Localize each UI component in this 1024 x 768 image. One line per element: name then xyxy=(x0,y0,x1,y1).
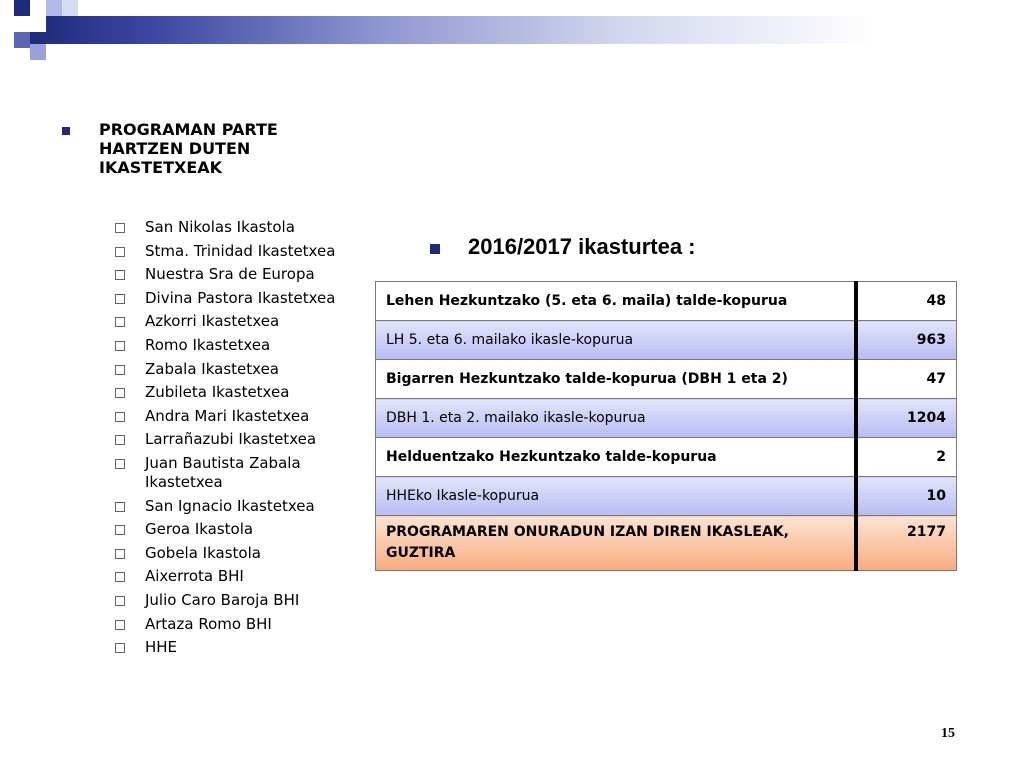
school-name: Stma. Trinidad Ikastetxea xyxy=(145,241,336,260)
school-name: Aixerrota BHI xyxy=(145,567,244,586)
school-list-item xyxy=(115,407,365,426)
row-label: DBH 1. eta 2. mailako ikasle-kopurua xyxy=(376,399,857,438)
deco-square xyxy=(30,44,46,60)
school-list-item xyxy=(115,544,365,563)
school-name: Zabala Ikastetxea xyxy=(145,359,279,378)
school-name: Romo Ikastetxea xyxy=(145,335,271,354)
hollow-square-bullet-icon xyxy=(115,502,125,512)
row-value: 963 xyxy=(856,321,957,360)
school-list-item xyxy=(115,591,365,610)
school-list-item xyxy=(115,312,365,331)
deco-square xyxy=(62,0,78,16)
school-list-item xyxy=(115,242,365,261)
hollow-square-bullet-icon xyxy=(115,525,125,535)
hollow-square-bullet-icon xyxy=(115,223,125,233)
hollow-square-bullet-icon xyxy=(115,435,125,445)
school-list-item xyxy=(115,265,365,284)
school-list-item xyxy=(115,497,365,516)
deco-square xyxy=(14,0,30,16)
square-bullet-icon xyxy=(62,127,70,135)
deco-square xyxy=(30,16,46,32)
row-label: LH 5. eta 6. mailako ikasle-kopurua xyxy=(376,321,857,360)
hollow-square-bullet-icon xyxy=(115,620,125,630)
row-value: 10 xyxy=(856,477,957,516)
row-label: Bigarren Hezkuntzako talde-kopurua (DBH 1 eta 2) xyxy=(376,360,857,399)
deco-square xyxy=(14,32,30,48)
school-name: Julio Caro Baroja BHI xyxy=(145,590,300,609)
page-number: 15 xyxy=(941,726,955,741)
school-name: Nuestra Sra de Europa xyxy=(145,265,315,284)
school-name: Geroa Ikastola xyxy=(145,520,254,539)
deco-square xyxy=(46,0,62,16)
hollow-square-bullet-icon xyxy=(115,572,125,582)
school-list-item xyxy=(115,289,365,308)
school-list-item xyxy=(115,360,365,379)
school-name: Andra Mari Ikastetxea xyxy=(145,406,310,425)
school-name: San Ignacio Ikastetxea xyxy=(145,496,315,515)
hollow-square-bullet-icon xyxy=(115,596,125,606)
school-name: San Nikolas Ikastola xyxy=(145,218,295,236)
school-list-item xyxy=(115,218,365,237)
hollow-square-bullet-icon xyxy=(115,270,125,280)
school-list-item xyxy=(115,383,365,402)
school-name: Azkorri Ikastetxea xyxy=(145,312,280,331)
hollow-square-bullet-icon xyxy=(115,412,125,422)
table-row xyxy=(376,438,957,477)
school-list-item xyxy=(115,430,365,449)
year-heading: 2016/2017 ikasturtea : xyxy=(468,234,696,259)
row-value: 47 xyxy=(856,360,957,399)
hollow-square-bullet-icon xyxy=(115,317,125,327)
table-row xyxy=(376,399,957,438)
table-row xyxy=(376,282,957,321)
row-value: 2 xyxy=(856,438,957,477)
title-decoration-bar xyxy=(0,0,1024,48)
school-list-item xyxy=(115,638,365,657)
stats-table xyxy=(375,281,957,571)
hollow-square-bullet-icon xyxy=(115,341,125,351)
table-row xyxy=(376,516,957,571)
school-name: Larrañazubi Ikastetxea xyxy=(145,430,317,449)
square-bullet-icon xyxy=(430,244,440,254)
row-label: Lehen Hezkuntzako (5. eta 6. maila) talde-kopurua xyxy=(376,282,857,321)
school-name: HHE xyxy=(145,638,178,657)
row-value: 48 xyxy=(856,282,957,321)
hollow-square-bullet-icon xyxy=(115,247,125,257)
hollow-square-bullet-icon xyxy=(115,294,125,304)
school-list-item xyxy=(115,615,365,634)
school-name: Gobela Ikastola xyxy=(145,543,261,562)
school-list-item xyxy=(115,520,365,539)
school-name: Artaza Romo BHI xyxy=(145,614,272,633)
hollow-square-bullet-icon xyxy=(115,388,125,398)
school-list-item xyxy=(115,567,365,586)
hollow-square-bullet-icon xyxy=(115,549,125,559)
row-label: PROGRAMAREN ONURADUN IZAN DIREN IKASLEAK, GUZTIRA xyxy=(376,516,857,571)
school-name: Zubileta Ikastetxea xyxy=(145,383,290,402)
row-label: HHEko Ikasle-kopurua xyxy=(376,477,857,516)
hollow-square-bullet-icon xyxy=(115,365,125,375)
gradient-band xyxy=(30,16,1024,44)
table-row xyxy=(376,321,957,360)
school-list-item xyxy=(115,454,365,492)
row-value: 1204 xyxy=(856,399,957,438)
school-list xyxy=(115,218,365,662)
hollow-square-bullet-icon xyxy=(115,643,125,653)
row-value: 2177 xyxy=(856,516,957,571)
school-name: Juan Bautista Zabala Ikastetxea xyxy=(145,453,301,491)
programs-heading: PROGRAMAN PARTE HARTZEN DUTEN IKASTETXEAK xyxy=(99,120,278,177)
table-row xyxy=(376,360,957,399)
school-list-item xyxy=(115,336,365,355)
hollow-square-bullet-icon xyxy=(115,459,125,469)
school-name: Divina Pastora Ikastetxea xyxy=(145,288,336,307)
row-label: Helduentzako Hezkuntzako talde-kopurua xyxy=(376,438,857,477)
table-row xyxy=(376,477,957,516)
